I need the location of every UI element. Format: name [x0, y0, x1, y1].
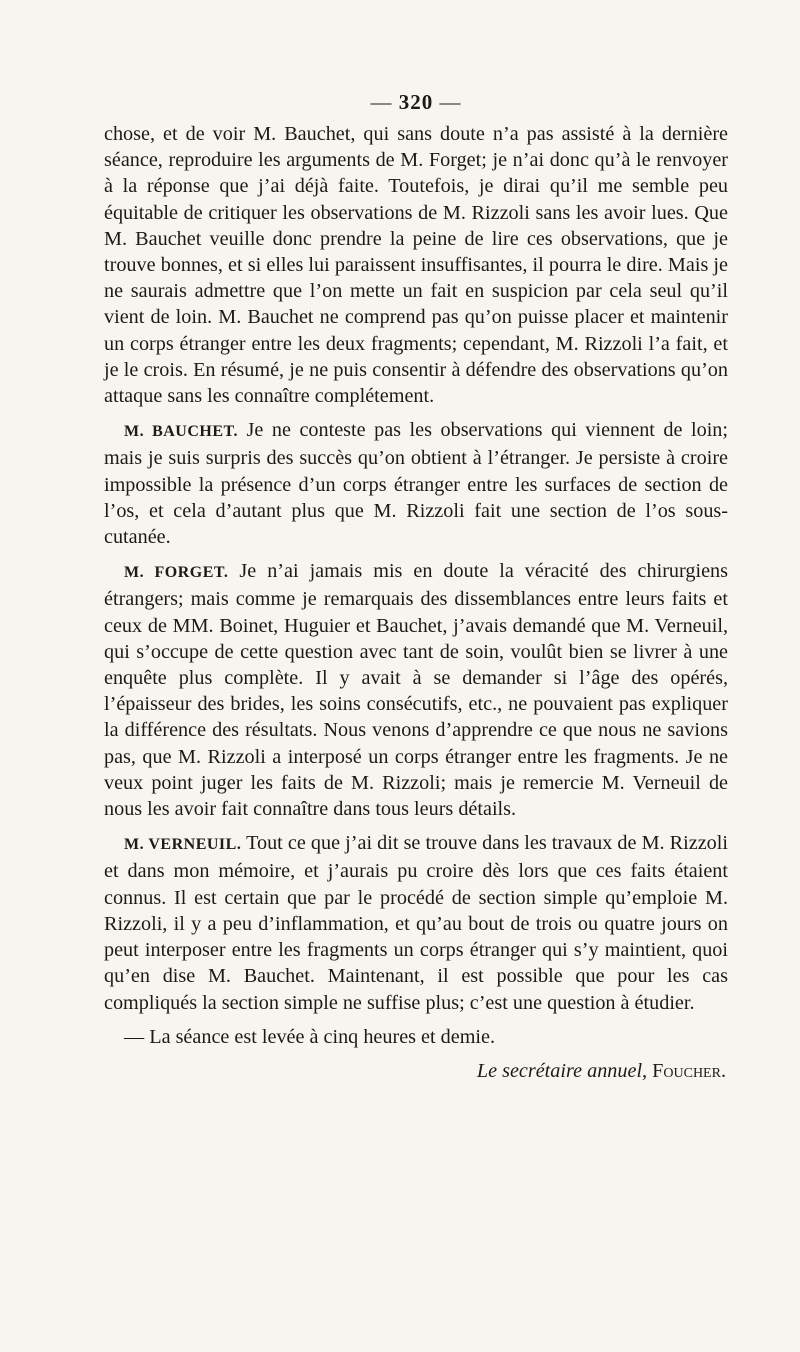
paragraph-bauchet [104, 417, 728, 550]
speaker-name: M. FORGET. [124, 564, 229, 582]
paragraph-text: Je n’ai jamais mis en doute la véracité des chirurgiens étrangers; mais comme je remarquais des dissemblances entre leurs faits et ceux de MM. Boinet, Huguier et Bauchet, j’avais demandé que M. Verneuil, qui s’occupe de cette question avec tant de soin, voulût bien se livrer à une enquête plus complète. Il y avait à se demander si l’âge des opérés, l’épaisseur des brides, les soins consécutifs, etc., ne pouvaient pas expliquer la différence des résultats. Nous venons d’apprendre ce que nous ne savions pas, que M. Rizzoli a interposé un corps étranger entre les fragments. Je ne veux point juger les faits de M. Rizzoli; mais je remercie M. Verneuil de nous les avoir fait connaître dans tous leurs détails. [104, 560, 728, 821]
page-number [104, 90, 728, 115]
page-number-value: 320 [398, 90, 434, 114]
paragraph-continuation [104, 121, 728, 409]
paragraph-text: — La séance est levée à cinq heures et demie. [124, 1025, 496, 1048]
speaker-name: M. BAUCHET. [124, 423, 239, 441]
document-page [104, 90, 728, 1084]
page-number-dash-left: — [370, 90, 399, 114]
paragraph-forget [104, 558, 728, 822]
page-number-dash-right: — [433, 90, 462, 114]
paragraph-text: Tout ce que j’ai dit se trouve dans les travaux de M. Rizzoli et dans mon mémoire, et j’aurais pu croire dès lors que ces faits étaient connus. Il est certain que par le procédé de section simple qu’emploie M. Rizzoli, il y a peu d’inflammation, et qu’au bout de trois ou quatre jours on peut interposer entre les fragments un corps étranger qui s’y maintient, quoi qu’en dise M. Bauchet. Maintenant, il est possible que pour les cas compliqués la section simple ne suffise plus; c’est une question à étudier. [104, 832, 728, 1014]
paragraph-verneuil [104, 830, 728, 1015]
paragraph-text: chose, et de voir M. Bauchet, qui sans doute n’a pas assisté à la dernière séance, reproduire les arguments de M. Forget; je n’ai donc qu’à le renvoyer à la réponse que j’ai déjà faite. Toutefois, je dirai qu’il me semble peu équitable de critiquer les observations de M. Rizzoli sans les avoir lues. Que M. Bauchet veuille donc prendre la peine de lire ces observations, que je trouve bonnes, et si elles lui paraissent insuffisantes, il pourra le dire. Mais je ne saurais admettre que l’on mette un fait en suspicion par cela seul qu’il vient de loin. M. Bauchet ne comprend pas qu’on puisse placer et maintenir un corps étranger entre les deux fragments; cependant, M. Rizzoli l’a fait, et je le crois. En résumé, je ne puis consentir à défendre des observations qu’on attaque sans les connaître complétement. [104, 123, 728, 408]
paragraph-text: Je ne conteste pas les observations qui viennent de loin; mais je suis surpris des succès qu’on obtient à l’étranger. Je persiste à croire impossible la présence d’un corps étranger entre les surfaces de section de l’os, et cela d’autant plus que M. Rizzoli fait une section de l’os sous-cutanée. [104, 419, 729, 549]
speaker-name: M. VERNEUIL. [124, 836, 242, 854]
signature-role: Le secrétaire annuel, [476, 1059, 648, 1082]
signature-name: Foucher. [652, 1059, 726, 1082]
signature [104, 1058, 728, 1084]
paragraph-closing [104, 1024, 728, 1050]
